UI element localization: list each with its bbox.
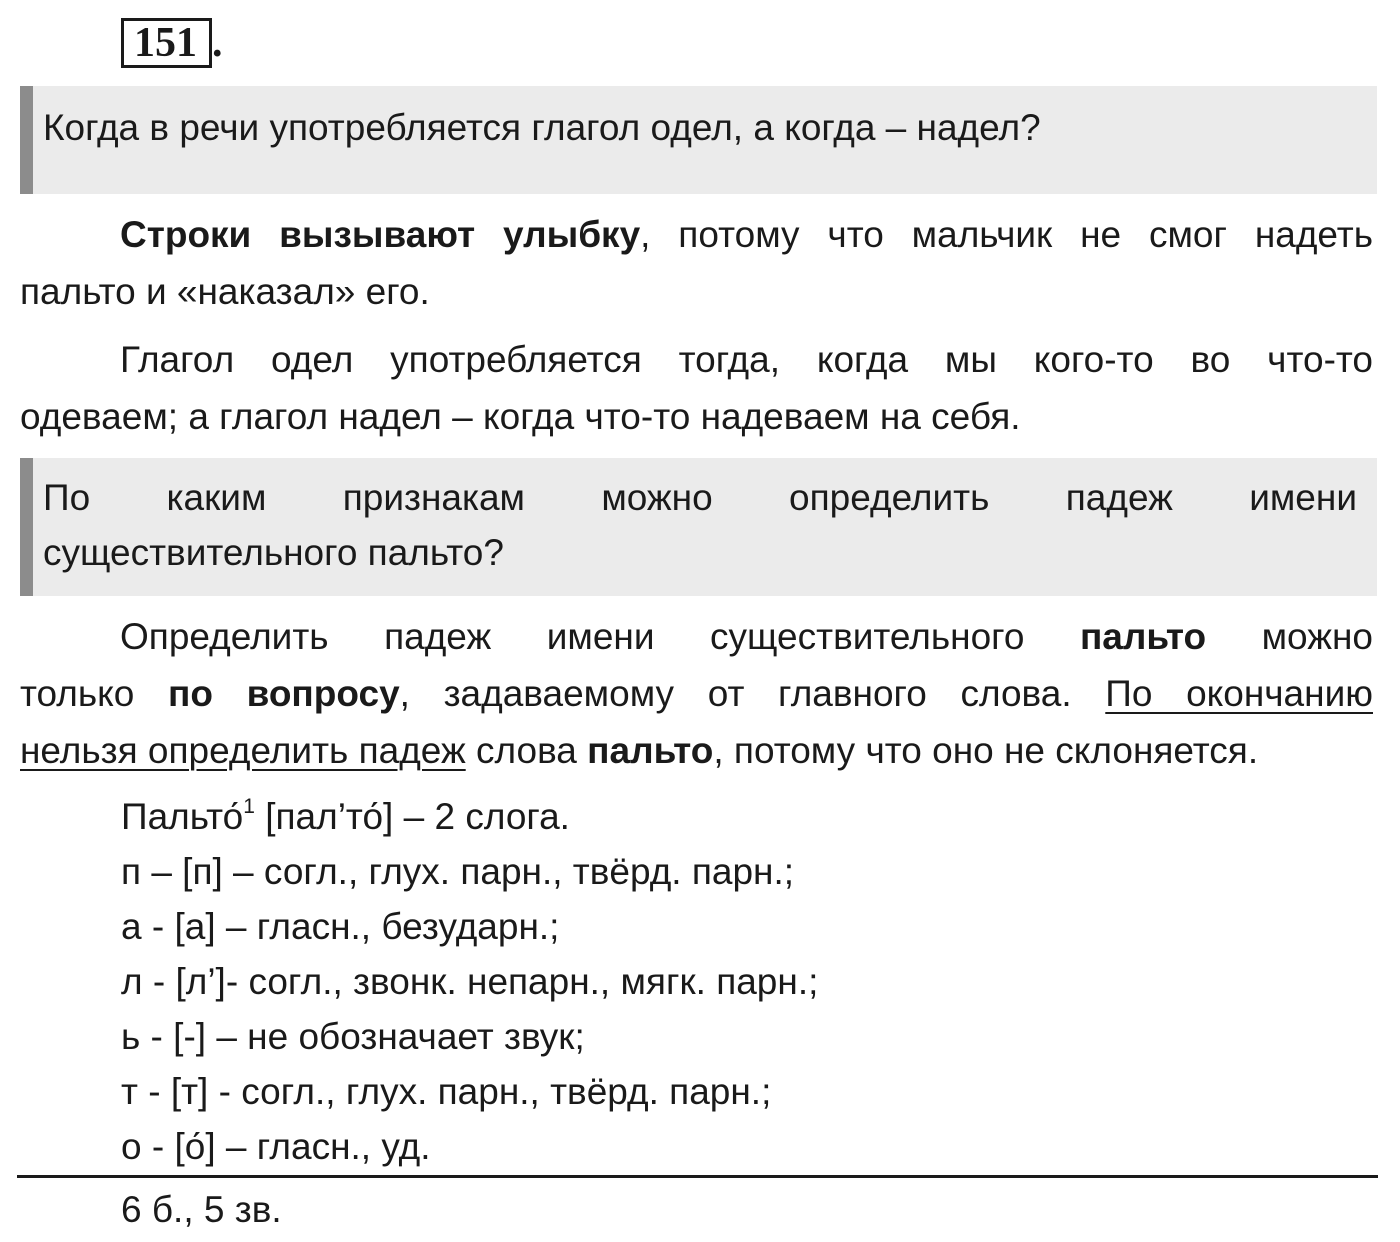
answer-3-text: , задаваемому от главного слова.	[399, 673, 1106, 714]
exercise-number	[121, 18, 223, 68]
answer-3-line-1	[20, 608, 1373, 665]
answer-1-line-2: пальто и «наказал» его.	[20, 271, 430, 312]
answer-paragraph-3	[20, 608, 1373, 779]
answer-2-line-1: Глагол одел употребляется тогда, когда мы кого-то во что-то	[120, 339, 1373, 380]
answer-1-line-1	[20, 206, 1373, 263]
footnote-marker: 1	[243, 794, 255, 818]
phonetic-row: о - [о́] – гласн., уд.	[121, 1126, 431, 1167]
answer-3-bold-word: пальто	[587, 730, 714, 771]
answer-3-bold-phrase: по вопросу	[167, 673, 400, 714]
phonetic-row: т - [т] - согл., глух. парн., твёрд. парн.;	[121, 1071, 772, 1112]
exercise-number-dot: .	[212, 20, 223, 66]
phonetic-header	[121, 789, 818, 844]
answer-paragraph-1	[20, 206, 1373, 320]
phonetic-summary: 6 б., 5 зв.	[121, 1189, 282, 1230]
answer-1-bold: Строки вызывают улыбку	[120, 214, 641, 255]
answer-3-underlined: По окончанию	[1105, 673, 1373, 714]
phonetic-analysis	[121, 789, 818, 1174]
exercise-number-box	[121, 18, 212, 68]
phonetic-row: п – [п] – согл., глух. парн., твёрд. парн.;	[121, 851, 795, 892]
answer-3-line-3	[20, 730, 1258, 771]
answer-3-underlined: нельзя определить падеж	[20, 730, 466, 771]
phonetic-word: Пальто́	[121, 796, 244, 837]
answer-3-line-2	[20, 665, 1373, 722]
answer-3-bold-word: пальто	[1079, 616, 1207, 657]
divider-line	[17, 1175, 1378, 1178]
answer-2-line-2: одеваем; а глагол надел – когда что-то надеваем на себя.	[20, 396, 1021, 437]
answer-3-text: , потому что оно не склоняется.	[713, 730, 1259, 771]
answer-3-text: слова	[465, 730, 588, 771]
phonetic-transcription: [пал’то́] – 2 слога.	[254, 796, 570, 837]
answer-paragraph-2	[20, 331, 1373, 445]
exercise-number-value: 151	[134, 20, 197, 66]
question-2-line-1: По каким признакам можно определить падеж имени	[43, 477, 1357, 518]
phonetic-row: л - [л’]- согл., звонк. непарн., мягк. парн.;	[121, 961, 819, 1002]
question-block-1	[20, 86, 1377, 194]
answer-3-text: только	[20, 673, 168, 714]
question-1-text: Когда в речи употребляется глагол одел, а когда – надел?	[43, 107, 1041, 148]
phonetic-row: а - [а] – гласн., безударн.;	[121, 906, 560, 947]
question-block-2	[20, 458, 1377, 596]
answer-3-text: Определить падеж имени существительного	[120, 616, 1080, 657]
question-2-line-2: существительного пальто?	[43, 532, 504, 573]
answer-3-text: можно	[1206, 616, 1373, 657]
answer-1-rest: , потому что мальчик не смог надеть	[640, 214, 1373, 255]
phonetic-row: ь - [-] – не обозначает звук;	[121, 1016, 585, 1057]
